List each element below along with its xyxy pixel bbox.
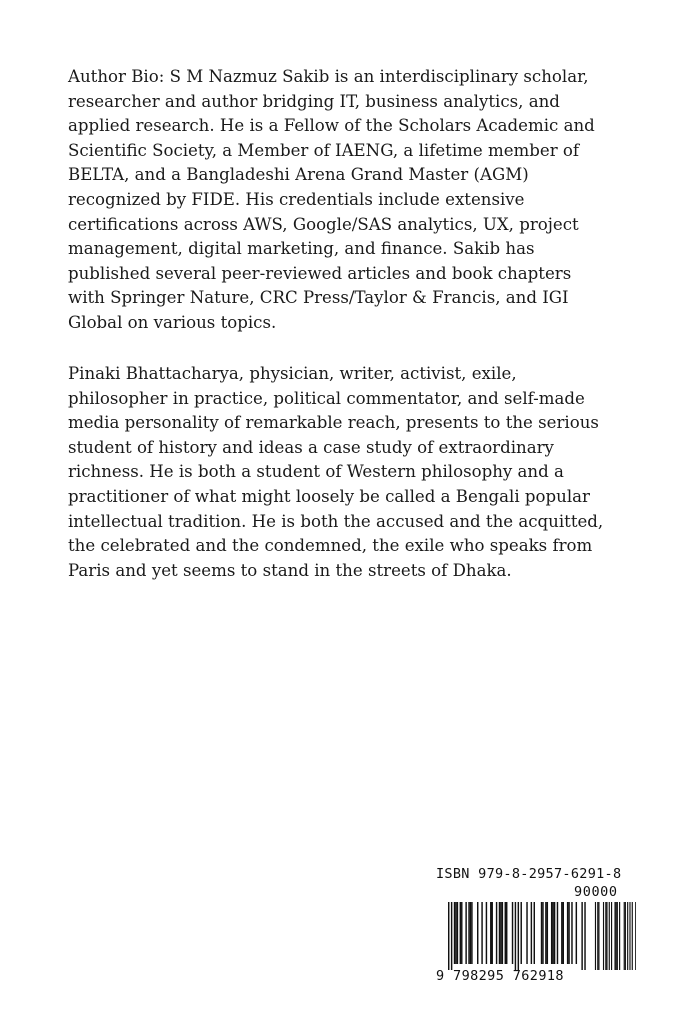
barcode-bar: [547, 902, 548, 964]
subject-description-paragraph: Pinaki Bhattacharya, physician, writer, activist, exile, philosopher in practice, political commentator, and self-made media personality of remarkable reach, presents to the serious student of history and ideas a case study of extraordinary richness. He is both a student of Western philosophy and a practitioner of what might loosely be called a Bengali popular intellectual tradition. He is both the accused and the acquitted, the celebrated and the condemned, the exile who speaks from Paris and yet seems to stand in the streets of Dhaka.: [68, 364, 604, 580]
barcode-bar: [481, 902, 482, 964]
barcode-bar: [534, 902, 535, 964]
guard-bar: [584, 902, 585, 970]
addon-bar: [603, 902, 604, 970]
barcode-bar: [506, 902, 507, 964]
barcode-bar: [512, 902, 513, 964]
barcode-bar: [457, 902, 458, 964]
barcode-bar: [471, 902, 472, 964]
barcode-bar: [460, 902, 461, 964]
barcode-bar: [461, 902, 462, 964]
addon-bar: [632, 902, 633, 970]
barcode-bar: [477, 902, 478, 964]
addon-bar: [619, 902, 620, 970]
author-bio-paragraph: Author Bio: S M Nazmuz Sakib is an interdisciplinary scholar, researcher and author bridging IT, business analytics, and applied research. He is a Fellow of the Scholars Academic and Scientific Society, a Member of IAENG, a lifetime member of BELTA, and a Bangladeshi Arena Grand Master (AGM) recognized by FIDE. His credentials include extensive certifications across AWS, Google/SAS analytics, UX, project management, digital marketing, and finance. Sakib has published several peer-reviewed articles and book chapters with Springer Nature, CRC Press/Taylor & Francis, and IGI Global on various topics.: [68, 67, 595, 332]
guard-bar: [518, 902, 519, 970]
barcode-bar: [568, 902, 569, 964]
barcode-bar: [551, 902, 552, 964]
guard-bar: [581, 902, 582, 970]
guard-bar: [451, 902, 452, 970]
addon-bar: [625, 902, 626, 970]
addon-bar: [595, 902, 596, 970]
barcode-bar: [492, 902, 493, 964]
barcode-bar: [563, 902, 564, 964]
addon-bar: [614, 902, 615, 970]
addon-bar: [611, 902, 612, 970]
isbn-label: ISBN 979-8-2957-6291-8: [436, 866, 622, 882]
isbn-barcode: [428, 864, 636, 990]
ean-digits: 9 798295 762918: [436, 968, 564, 984]
barcode-bar: [499, 902, 500, 964]
barcode-bar: [541, 902, 542, 964]
barcode-bar: [521, 902, 522, 964]
addon-bar: [609, 902, 610, 970]
barcode-bar: [490, 902, 491, 964]
guard-bar: [448, 902, 449, 970]
barcode-bar: [486, 902, 487, 964]
addon-bar: [629, 902, 630, 970]
barcode-bar: [576, 902, 577, 964]
addon-bar: [606, 902, 607, 970]
barcode-bar: [468, 902, 469, 964]
addon-bar: [616, 902, 617, 970]
barcode-bar: [455, 902, 456, 964]
barcode-bar: [502, 902, 503, 964]
barcode-bar: [505, 902, 506, 964]
price-code: 90000: [574, 884, 618, 900]
barcode-bar: [561, 902, 562, 964]
barcode-bar: [496, 902, 497, 964]
barcode-bar: [531, 902, 532, 964]
addon-bar: [605, 902, 606, 970]
barcode-bar: [500, 902, 501, 964]
addon-bar: [598, 902, 599, 970]
barcode-bar: [545, 902, 546, 964]
barcode-bar: [526, 902, 527, 964]
guard-bar: [515, 902, 516, 970]
addon-bar: [624, 902, 625, 970]
barcode-bar: [567, 902, 568, 964]
barcode-bar: [571, 902, 572, 964]
barcode-bar: [554, 902, 555, 964]
addon-bar: [617, 902, 618, 970]
barcode-bar: [470, 902, 471, 964]
barcode-bar: [552, 902, 553, 964]
barcode-bar: [542, 902, 543, 964]
barcode-bar: [454, 902, 455, 964]
addon-bar: [627, 902, 628, 970]
addon-bar: [635, 902, 636, 970]
barcode-bar: [557, 902, 558, 964]
addon-bar: [597, 902, 598, 970]
barcode-bar: [465, 902, 466, 964]
